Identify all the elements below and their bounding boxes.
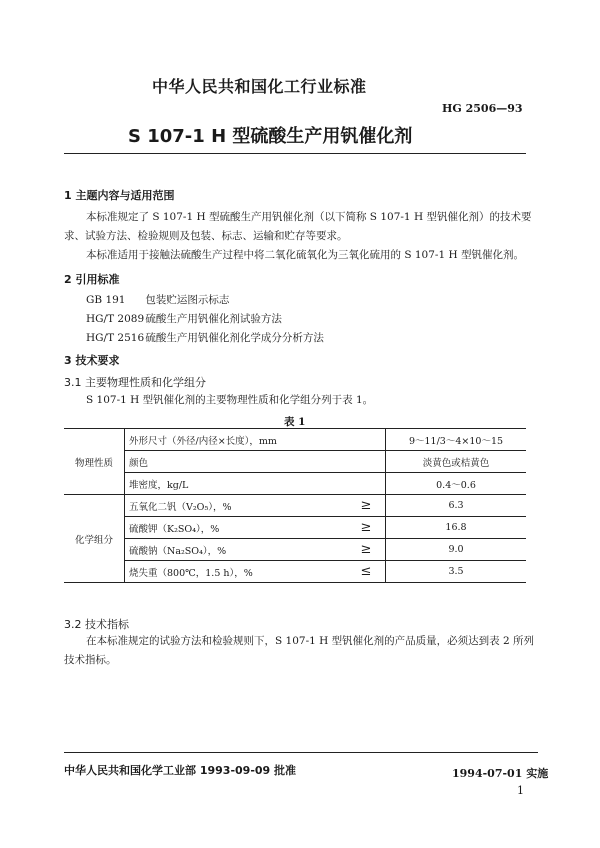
table-row [64,561,526,583]
reference-item [86,292,229,307]
section-1-para-1-line-2: 求、试验方法、检验规则及包装、标志、运输和贮存等要求。 [64,230,348,242]
row-value: 6.3 [386,495,527,517]
table-row [64,429,526,451]
document-title: S 107-1 H 型硫酸生产用钒催化剂 [128,126,413,147]
reference-title: 硫酸生产用钒催化剂化学成分分析方法 [145,332,324,344]
approval-line: 中华人民共和国化学工业部 1993-09-09 批准 [64,764,297,777]
row-item: 外形尺寸（外径/内径×长度），mm [125,429,348,451]
row-symbol: ≥ [347,539,386,561]
subsection-3-1-text: S 107-1 H 型钒催化剂的主要物理性质和化学组分列于表 1。 [86,394,374,406]
reference-code: HG/T 2516 [86,332,145,344]
table-caption: 表 1 [284,416,306,428]
effective-date: 1994-07-01 实施 [452,767,549,780]
reference-code: HG/T 2089 [86,313,145,325]
row-symbol: ≥ [347,495,386,517]
table-row [64,495,526,517]
row-item: 五氧化二钒（V₂O₅），% [125,495,348,517]
reference-code: GB 191 [86,294,126,306]
section-2-heading: 2 引用标准 [64,273,120,286]
subsection-3-2-line-1: 在本标准规定的试验方法和检验规则下，S 107-1 H 型钒催化剂的产品质量，必须达到表 2 所列 [86,635,534,647]
section-1-heading: 1 主题内容与适用范围 [64,189,175,202]
row-item: 堆密度，kg/L [125,473,348,495]
section-1-para-2: 本标准适用于接触法硫酸生产过程中将二氧化硫氧化为三氧化硫用的 S 107-1 H 型钒催化剂。 [86,249,524,261]
row-value: 3.5 [386,561,527,583]
row-symbol: ≥ [347,517,386,539]
reference-item [86,330,324,345]
subsection-3-1-heading: 3.1 主要物理性质和化学组分 [64,376,206,389]
reference-title: 包装贮运图示标志 [145,294,230,306]
reference-title: 硫酸生产用钒催化剂试验方法 [145,313,282,325]
table-row [64,451,526,473]
row-value: 0.4～0.6 [386,473,527,495]
row-item: 颜色 [125,451,348,473]
row-value: 淡黄色或桔黄色 [386,451,527,473]
issuing-body: 中华人民共和国化工行业标准 [152,77,367,96]
section-3-heading: 3 技术要求 [64,354,120,367]
row-symbol [347,473,386,495]
row-symbol: ≤ [347,561,386,583]
page-number: 1 [517,784,524,797]
section-1-para-1-line-1: 本标准规定了 S 107-1 H 型硫酸生产用钒催化剂（以下简称 S 107-1 H 型钒催化剂）的技术要 [86,211,532,223]
subsection-3-2-line-2: 技术指标。 [64,654,117,666]
row-item: 烧失重（800℃，1.5 h），% [125,561,348,583]
row-value: 9.0 [386,539,527,561]
subsection-3-2-heading: 3.2 技术指标 [64,618,129,631]
row-value: 16.8 [386,517,527,539]
footer-rule [64,752,538,753]
row-symbol [347,451,386,473]
group-label-chemical: 化学组分 [64,495,125,583]
standard-code: HG 2506—93 [442,102,523,115]
row-item: 硫酸钠（Na₂SO₄），% [125,539,348,561]
table-row [64,517,526,539]
table-row [64,539,526,561]
row-symbol [347,429,386,451]
row-item: 硫酸钾（K₂SO₄），% [125,517,348,539]
row-value: 9～11/3～4×10～15 [386,429,527,451]
properties-table [64,428,526,583]
reference-item [86,311,282,326]
header-rule [64,153,526,154]
group-label-physical: 物理性质 [64,429,125,495]
table-row [64,473,526,495]
